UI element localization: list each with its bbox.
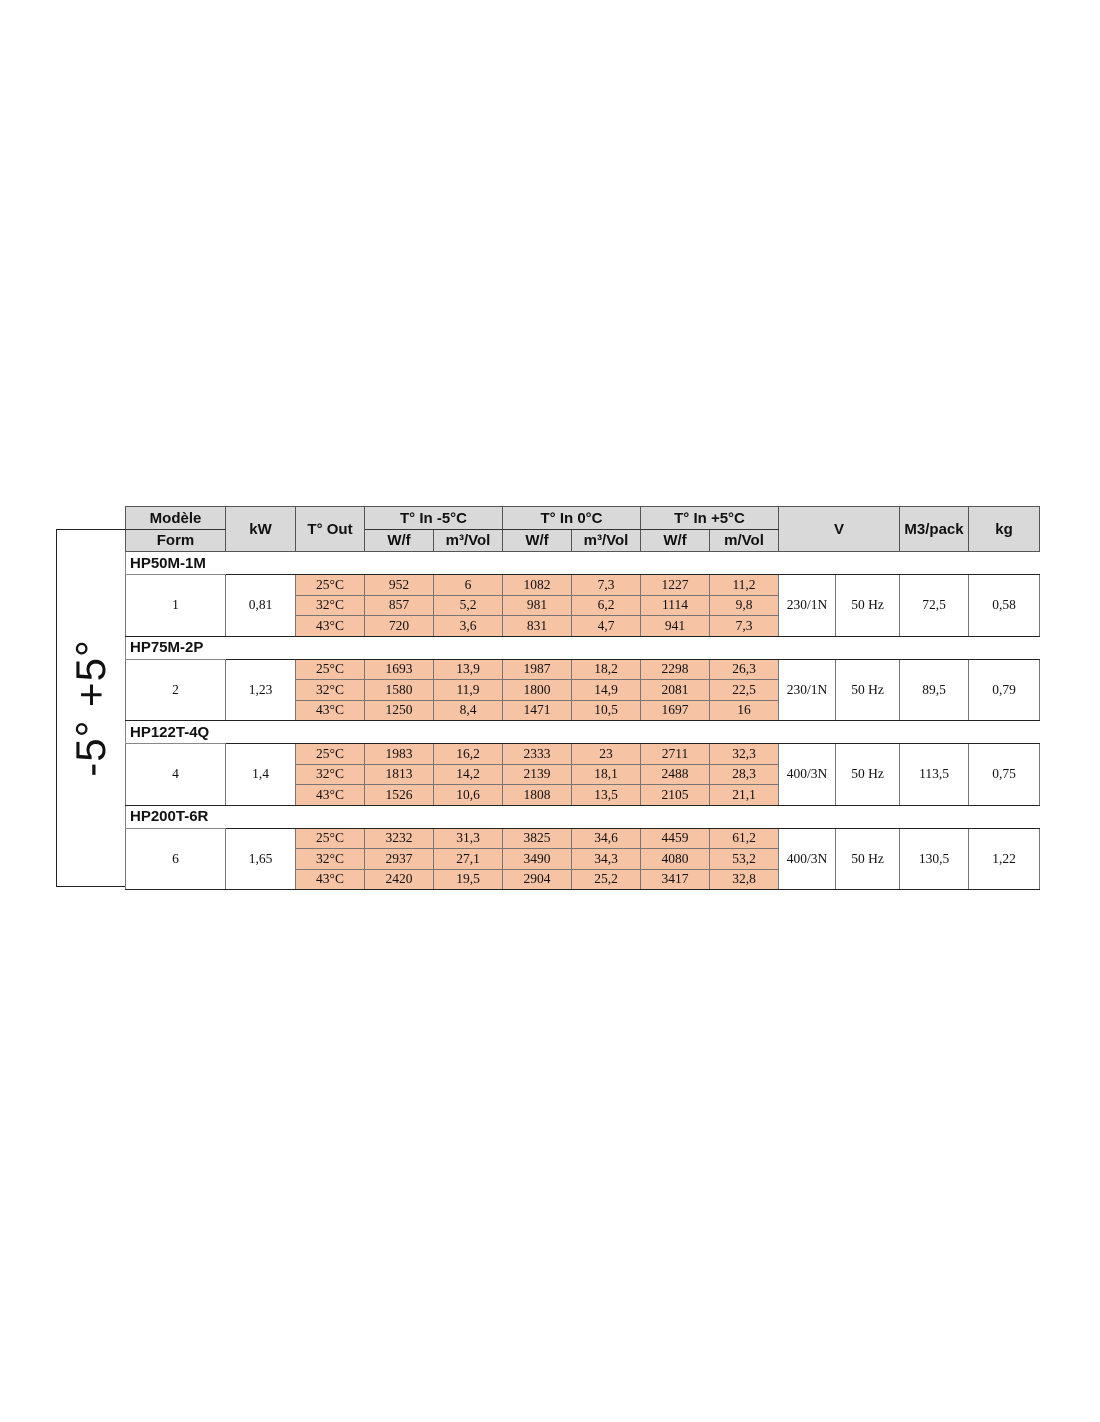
wf-plus5-value: 2711	[641, 744, 710, 765]
t-out-value: 32°C	[296, 680, 365, 701]
data-row	[126, 828, 1040, 849]
wf-minus5-value: 2937	[365, 849, 434, 870]
m3vol-minus5-value: 8,4	[434, 700, 503, 721]
wf-plus5-value: 941	[641, 616, 710, 637]
wf-minus5-value: 1813	[365, 764, 434, 785]
m3vol-0-value: 18,2	[572, 659, 641, 680]
m3vol-minus5-value: 14,2	[434, 764, 503, 785]
wf-minus5-value: 3232	[365, 828, 434, 849]
header-m3vol-0: m³/Vol	[572, 530, 641, 552]
t-out-value: 25°C	[296, 575, 365, 596]
temperature-range-label	[56, 529, 125, 887]
m3vol-0-value: 23	[572, 744, 641, 765]
mvol-plus5-value: 16	[710, 700, 779, 721]
t-out-value: 43°C	[296, 616, 365, 637]
frequency-value: 50 Hz	[836, 828, 900, 890]
mvol-plus5-value: 53,2	[710, 849, 779, 870]
m3vol-minus5-value: 6	[434, 575, 503, 596]
wf-minus5-value: 720	[365, 616, 434, 637]
wf-plus5-value: 2298	[641, 659, 710, 680]
voltage-value: 230/1N	[779, 575, 836, 637]
wf-0-value: 2333	[503, 744, 572, 765]
wf-0-value: 1082	[503, 575, 572, 596]
mvol-plus5-value: 7,3	[710, 616, 779, 637]
model-row-spacer	[226, 721, 1040, 744]
wf-0-value: 1987	[503, 659, 572, 680]
m3vol-minus5-value: 3,6	[434, 616, 503, 637]
wf-plus5-value: 4459	[641, 828, 710, 849]
frequency-value: 50 Hz	[836, 744, 900, 806]
wf-plus5-value: 4080	[641, 849, 710, 870]
t-out-value: 25°C	[296, 659, 365, 680]
model-name: HP50M-1M	[126, 552, 226, 575]
wf-0-value: 1800	[503, 680, 572, 701]
wf-plus5-value: 1114	[641, 595, 710, 616]
wf-0-value: 831	[503, 616, 572, 637]
wf-plus5-value: 2081	[641, 680, 710, 701]
kw-value: 1,4	[226, 744, 296, 806]
wf-0-value: 2904	[503, 869, 572, 890]
header-wf-minus5: W/f	[365, 530, 434, 552]
header-m3-pack: M3/pack	[900, 507, 969, 552]
form-value: 2	[126, 659, 226, 721]
t-out-value: 25°C	[296, 828, 365, 849]
m3vol-0-value: 34,3	[572, 849, 641, 870]
header-voltage: V	[779, 507, 900, 552]
header-t-in-0: T° In 0°C	[503, 507, 641, 530]
mvol-plus5-value: 21,1	[710, 785, 779, 806]
model-header-row	[126, 552, 1040, 575]
header-m3vol-minus5: m³/Vol	[434, 530, 503, 552]
t-out-value: 43°C	[296, 869, 365, 890]
model-header-row	[126, 721, 1040, 744]
wf-plus5-value: 1697	[641, 700, 710, 721]
voltage-value: 400/3N	[779, 744, 836, 806]
m3vol-0-value: 18,1	[572, 764, 641, 785]
m3-pack-value: 72,5	[900, 575, 969, 637]
header-t-out: T° Out	[296, 507, 365, 552]
mvol-plus5-value: 26,3	[710, 659, 779, 680]
header-wf-0: W/f	[503, 530, 572, 552]
mvol-plus5-value: 11,2	[710, 575, 779, 596]
kw-value: 1,65	[226, 828, 296, 890]
wf-minus5-value: 1526	[365, 785, 434, 806]
t-out-value: 43°C	[296, 785, 365, 806]
m3vol-minus5-value: 31,3	[434, 828, 503, 849]
kg-value: 1,22	[969, 828, 1040, 890]
m3vol-minus5-value: 13,9	[434, 659, 503, 680]
model-name: HP122T-4Q	[126, 721, 226, 744]
kw-value: 0,81	[226, 575, 296, 637]
t-out-value: 32°C	[296, 849, 365, 870]
data-row	[126, 659, 1040, 680]
model-row-spacer	[226, 805, 1040, 828]
model-header-row	[126, 636, 1040, 659]
kg-value: 0,79	[969, 659, 1040, 721]
wf-minus5-value: 1580	[365, 680, 434, 701]
m3vol-0-value: 14,9	[572, 680, 641, 701]
mvol-plus5-value: 32,3	[710, 744, 779, 765]
model-header-row	[126, 805, 1040, 828]
wf-minus5-value: 1693	[365, 659, 434, 680]
m3vol-0-value: 4,7	[572, 616, 641, 637]
header-form: Form	[126, 530, 226, 552]
m3-pack-value: 113,5	[900, 744, 969, 806]
wf-plus5-value: 2488	[641, 764, 710, 785]
mvol-plus5-value: 22,5	[710, 680, 779, 701]
mvol-plus5-value: 9,8	[710, 595, 779, 616]
m3-pack-value: 89,5	[900, 659, 969, 721]
m3vol-0-value: 10,5	[572, 700, 641, 721]
model-row-spacer	[226, 552, 1040, 575]
t-out-value: 32°C	[296, 595, 365, 616]
wf-minus5-value: 857	[365, 595, 434, 616]
wf-minus5-value: 952	[365, 575, 434, 596]
data-row	[126, 744, 1040, 765]
model-name: HP200T-6R	[126, 805, 226, 828]
voltage-value: 230/1N	[779, 659, 836, 721]
t-out-value: 43°C	[296, 700, 365, 721]
m3vol-minus5-value: 10,6	[434, 785, 503, 806]
t-out-value: 25°C	[296, 744, 365, 765]
wf-plus5-value: 3417	[641, 869, 710, 890]
m3vol-0-value: 7,3	[572, 575, 641, 596]
mvol-plus5-value: 61,2	[710, 828, 779, 849]
temperature-range-text: -5° +5°	[67, 639, 114, 777]
header-t-in-plus5: T° In +5°C	[641, 507, 779, 530]
kg-value: 0,58	[969, 575, 1040, 637]
wf-plus5-value: 2105	[641, 785, 710, 806]
m3vol-0-value: 6,2	[572, 595, 641, 616]
wf-minus5-value: 1983	[365, 744, 434, 765]
voltage-value: 400/3N	[779, 828, 836, 890]
m3-pack-value: 130,5	[900, 828, 969, 890]
m3vol-minus5-value: 5,2	[434, 595, 503, 616]
header-wf-plus5: W/f	[641, 530, 710, 552]
wf-0-value: 1808	[503, 785, 572, 806]
header-kg: kg	[969, 507, 1040, 552]
form-value: 4	[126, 744, 226, 806]
wf-plus5-value: 1227	[641, 575, 710, 596]
mvol-plus5-value: 28,3	[710, 764, 779, 785]
wf-0-value: 2139	[503, 764, 572, 785]
header-model: Modèle	[126, 507, 226, 530]
m3vol-minus5-value: 11,9	[434, 680, 503, 701]
wf-0-value: 1471	[503, 700, 572, 721]
model-name: HP75M-2P	[126, 636, 226, 659]
header-row-top	[126, 507, 1040, 530]
m3vol-minus5-value: 19,5	[434, 869, 503, 890]
kw-value: 1,23	[226, 659, 296, 721]
m3vol-minus5-value: 27,1	[434, 849, 503, 870]
frequency-value: 50 Hz	[836, 575, 900, 637]
m3vol-0-value: 13,5	[572, 785, 641, 806]
m3vol-0-value: 34,6	[572, 828, 641, 849]
t-out-value: 32°C	[296, 764, 365, 785]
form-value: 1	[126, 575, 226, 637]
header-t-in-minus5: T° In -5°C	[365, 507, 503, 530]
frequency-value: 50 Hz	[836, 659, 900, 721]
mvol-plus5-value: 32,8	[710, 869, 779, 890]
m3vol-0-value: 25,2	[572, 869, 641, 890]
wf-minus5-value: 1250	[365, 700, 434, 721]
wf-0-value: 981	[503, 595, 572, 616]
wf-minus5-value: 2420	[365, 869, 434, 890]
form-value: 6	[126, 828, 226, 890]
kg-value: 0,75	[969, 744, 1040, 806]
header-mvol-plus5: m/Vol	[710, 530, 779, 552]
wf-0-value: 3825	[503, 828, 572, 849]
specifications-table	[125, 506, 1040, 890]
header-kw: kW	[226, 507, 296, 552]
data-row	[126, 575, 1040, 596]
wf-0-value: 3490	[503, 849, 572, 870]
model-row-spacer	[226, 636, 1040, 659]
m3vol-minus5-value: 16,2	[434, 744, 503, 765]
